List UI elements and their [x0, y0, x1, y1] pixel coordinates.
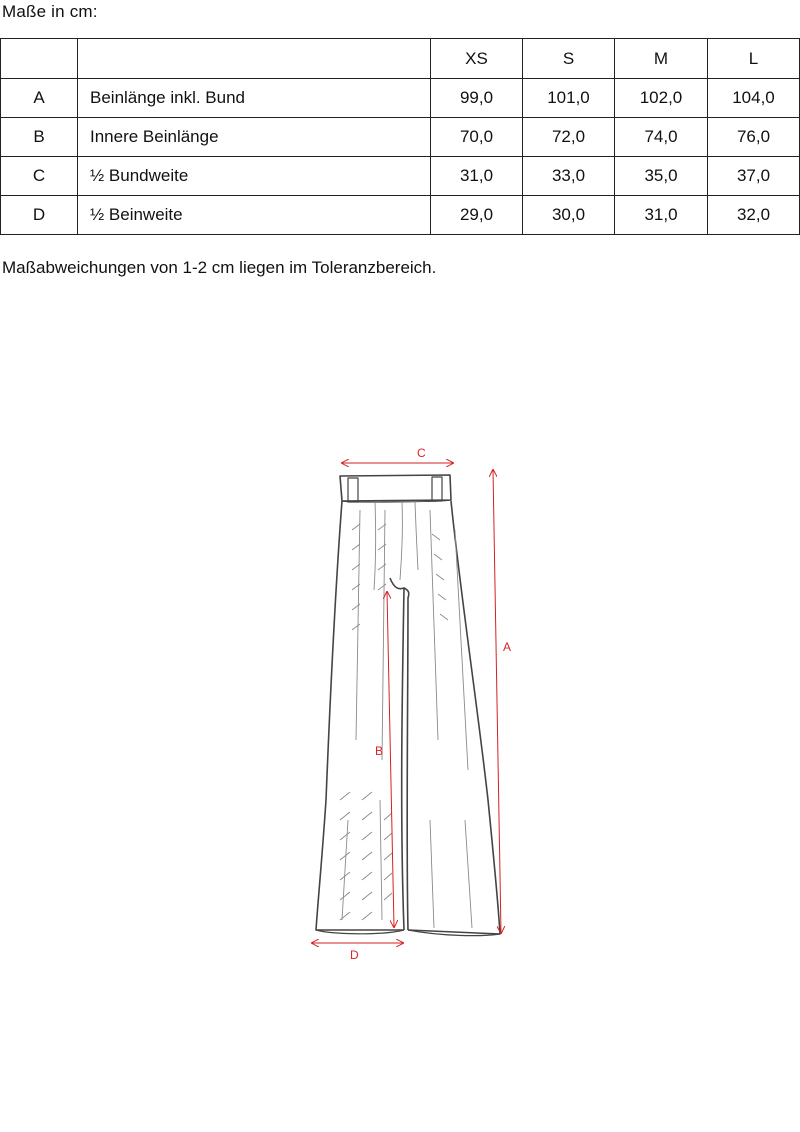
measure-c-label: C: [417, 446, 426, 460]
page-heading: Maße in cm:: [2, 2, 98, 21]
row-label: ½ Beinweite: [78, 196, 431, 235]
waistband: [340, 475, 451, 501]
header-label-cell: [78, 39, 431, 79]
tolerance-note: Maßabweichungen von 1-2 cm liegen im Toleranzbereich.: [2, 258, 437, 277]
row-value: 30,0: [523, 196, 615, 235]
row-code: B: [1, 118, 78, 157]
measure-a-label: A: [503, 640, 512, 654]
header-size-m: M: [615, 39, 708, 79]
table-row: [1, 118, 800, 157]
table-header-row: [1, 39, 800, 79]
row-value: 102,0: [615, 79, 708, 118]
header-size-l: L: [708, 39, 800, 79]
row-value: 70,0: [431, 118, 523, 157]
table-row: [1, 157, 800, 196]
row-label: Beinlänge inkl. Bund: [78, 79, 431, 118]
pants-shading: [340, 502, 472, 928]
row-value: 104,0: [708, 79, 800, 118]
row-value: 29,0: [431, 196, 523, 235]
row-label: ½ Bundweite: [78, 157, 431, 196]
pants-outline: [316, 475, 500, 936]
row-value: 72,0: [523, 118, 615, 157]
table-row: [1, 196, 800, 235]
row-value: 35,0: [615, 157, 708, 196]
row-code: D: [1, 196, 78, 235]
row-value: 76,0: [708, 118, 800, 157]
header-size-s: S: [523, 39, 615, 79]
row-value: 32,0: [708, 196, 800, 235]
row-value: 101,0: [523, 79, 615, 118]
row-code: A: [1, 79, 78, 118]
row-value: 74,0: [615, 118, 708, 157]
row-label: Innere Beinlänge: [78, 118, 431, 157]
measure-b-label: B: [375, 744, 384, 758]
row-value: 33,0: [523, 157, 615, 196]
table-row: [1, 79, 800, 118]
row-code: C: [1, 157, 78, 196]
measure-d-label: D: [350, 948, 359, 962]
row-value: 31,0: [615, 196, 708, 235]
header-size-xs: XS: [431, 39, 523, 79]
row-value: 31,0: [431, 157, 523, 196]
size-table: [0, 38, 800, 235]
pants-sketch: [290, 440, 530, 980]
row-value: 99,0: [431, 79, 523, 118]
header-code-cell: [1, 39, 78, 79]
row-value: 37,0: [708, 157, 800, 196]
